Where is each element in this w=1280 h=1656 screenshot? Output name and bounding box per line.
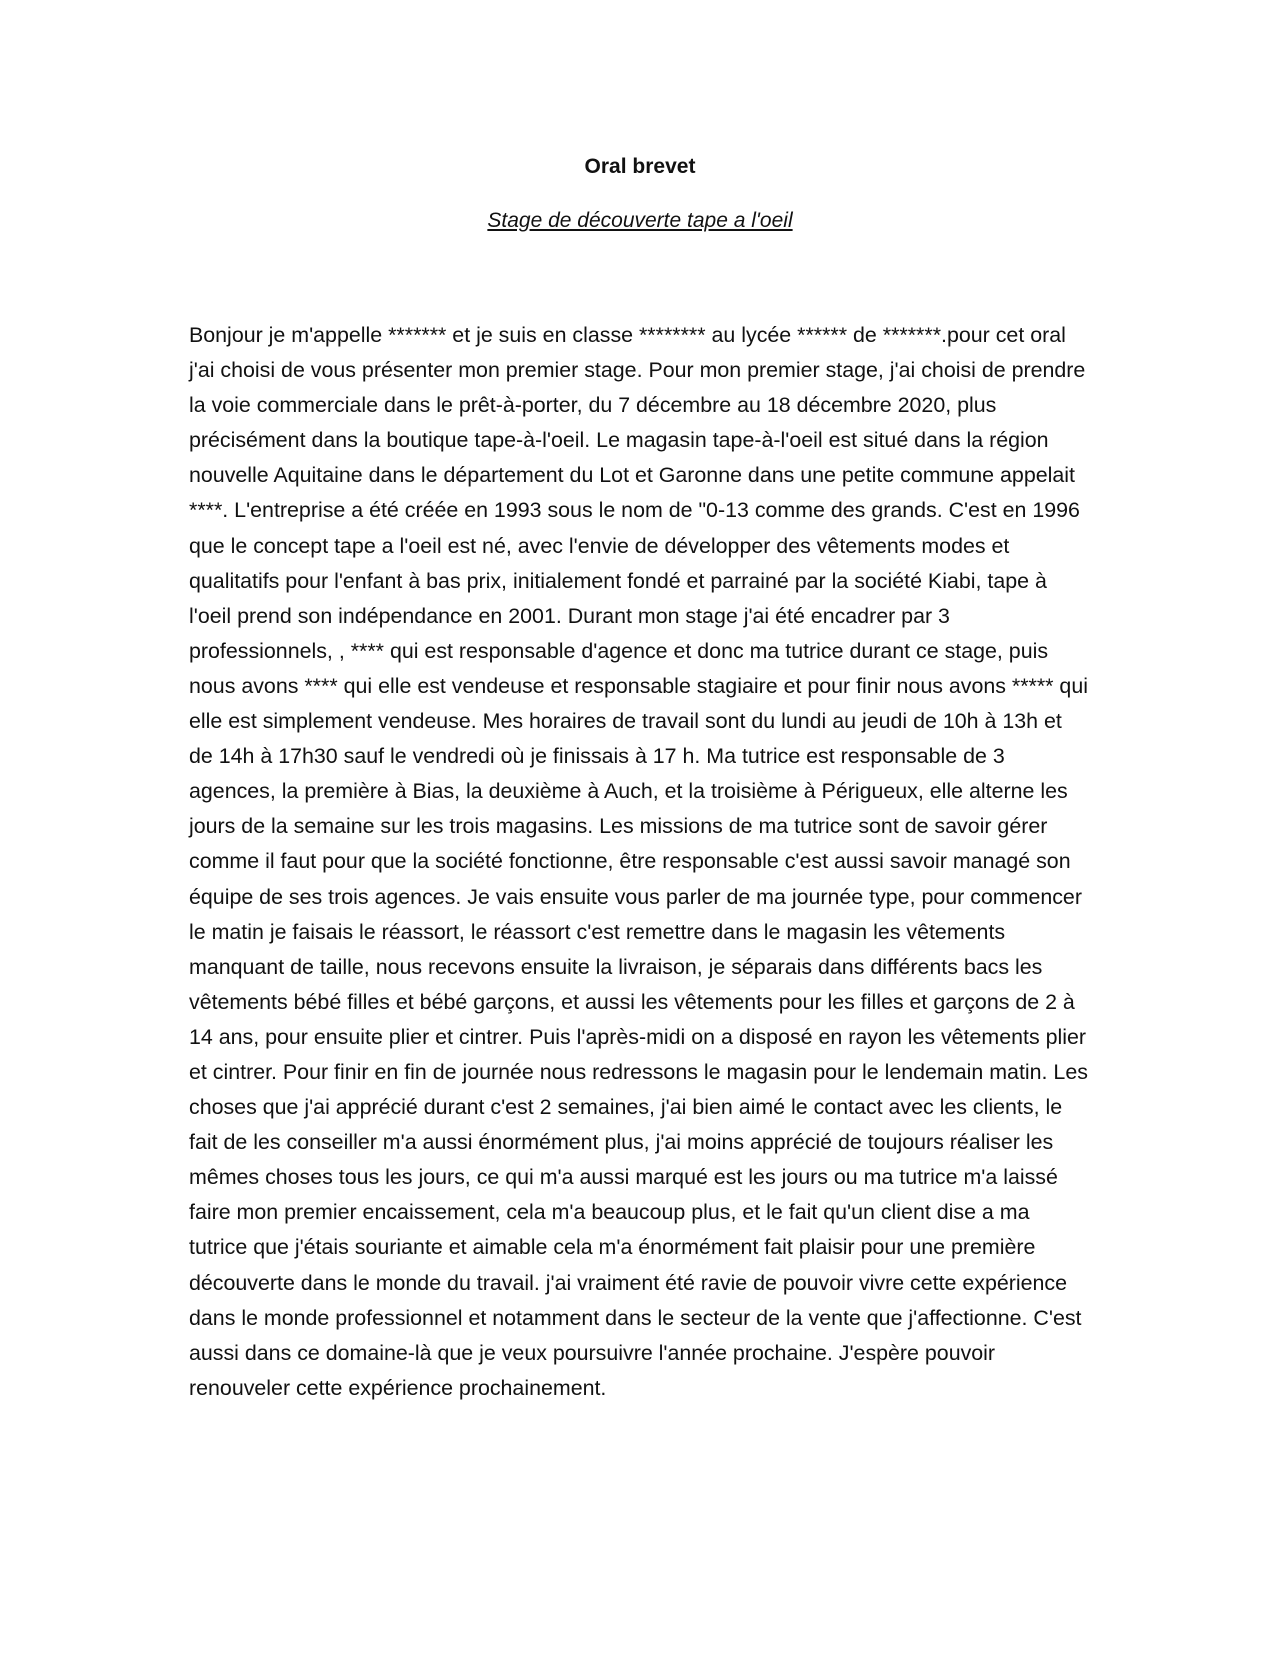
- document-body-paragraph: Bonjour je m'appelle ******* et je suis en classe ******** au lycée ****** de *******.pour cet oral j'ai choisi de vous présenter mon premier stage. Pour mon premier stage, j'ai choisi de prendre la voie commerciale dans le prêt-à-porter, du 7 décembre au 18 décembre 2020, plus précisément dans la boutique tape-à-l'oeil. Le magasin tape-à-l'oeil est situé dans la région nouvelle Aquitaine dans le département du Lot et Garonne dans une petite commune appelait ****. L'entreprise a été créée en 1993 sous le nom de "0-13 comme des grands. C'est en 1996 que le concept tape a l'oeil est né, avec l'envie de développer des vêtements modes et qualitatifs pour l'enfant à bas prix, initialement fondé et parrainé par la société Kiabi, tape à l'oeil prend son indépendance en 2001. Durant mon stage j'ai été encadrer par 3 professionnels, , **** qui est responsable d'agence et donc ma tutrice durant ce stage, puis nous avons **** qui elle est vendeuse et responsable stagiaire et pour finir nous avons ***** qui elle est simplement vendeuse. Mes horaires de travail sont du lundi au jeudi de 10h à 13h et de 14h à 17h30 sauf le vendredi où je finissais à 17 h. Ma tutrice est responsable de 3 agences, la première à Bias, la deuxième à Auch, et la troisième à Périgueux, elle alterne les jours de la semaine sur les trois magasins. Les missions de ma tutrice sont de savoir gérer comme il faut pour que la société fonctionne, être responsable c'est aussi savoir managé son équipe de ses trois agences. Je vais ensuite vous parler de ma journée type, pour commencer le matin je faisais le réassort, le réassort c'est remettre dans le magasin les vêtements manquant de taille, nous recevons ensuite la livraison, je séparais dans différents bacs les vêtements bébé filles et bébé garçons, et aussi les vêtements pour les filles et garçons de 2 à 14 ans, pour ensuite plier et cintrer. Puis l'après-midi on a disposé en rayon les vêtements plier et cintrer. Pour finir en fin de journée nous redressons le magasin pour le lendemain matin. Les choses que j'ai apprécié durant c'est 2 semaines, j'ai bien aimé le contact avec les clients, le fait de les conseiller m'a aussi énormément plus, j'ai moins apprécié de toujours réaliser les mêmes choses tous les jours, ce qui m'a aussi marqué est les jours ou ma tutrice m'a laissé faire mon premier encaissement, cela m'a beaucoup plus, et le fait qu'un client dise a ma tutrice que j'étais souriante et aimable cela m'a énormément fait plaisir pour une première découverte dans le monde du travail. j'ai vraiment été ravie de pouvoir vivre cette expérience dans le monde professionnel et notamment dans le secteur de la vente que j'affectionne. C'est aussi dans ce domaine-là que je veux poursuivre l'année prochaine. J'espère pouvoir renouveler cette expérience prochainement.: [189, 323, 1088, 1400]
- document-subtitle: Stage de découverte tape a l'oeil: [487, 209, 793, 232]
- document-title: Oral brevet: [584, 155, 696, 178]
